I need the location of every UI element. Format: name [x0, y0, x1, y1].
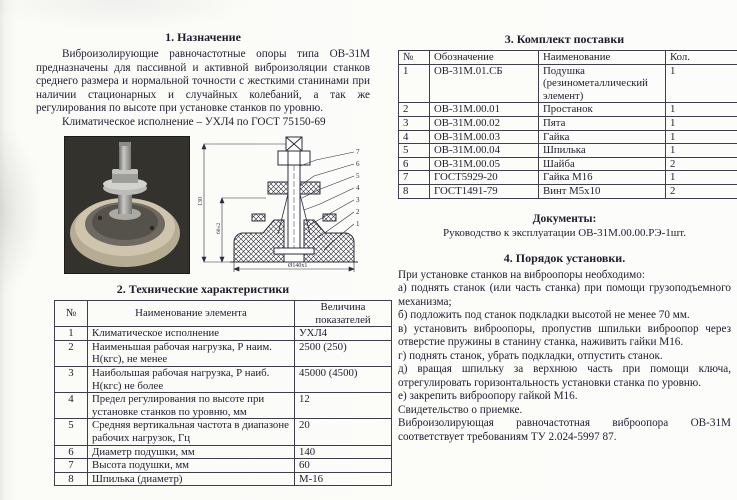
col-header-num: №: [399, 51, 430, 65]
table-row: 4 Предел регулирования по высоте при установке станков по уровню, мм 12: [55, 393, 392, 419]
documents-title: Документы:: [532, 212, 597, 225]
dimension-inner-label: 60±2: [216, 222, 222, 234]
section3-title: 3. Комплект поставки: [504, 32, 625, 46]
callout-label-5: 5: [356, 172, 360, 180]
instruction-item-d: д) вращая шпильку за верхнюю часть при помощи ключа, отрегулировать горизонтальность установки станка по уровню.: [398, 363, 731, 389]
dimension-bottom-label: Ø140х1: [288, 263, 308, 269]
left-column: [36, 30, 370, 486]
table-row: 8 Шпилька (диаметр) М-16: [55, 472, 392, 486]
figure-row: [36, 134, 370, 278]
table-row: 7 ГОСТ5929-20 Гайка М16 1: [399, 171, 737, 185]
callout-label-7: 7: [356, 148, 360, 156]
delivery-set-table: [398, 50, 737, 199]
documents-line: Руководство к эксплуатации ОВ-31М.00.00.РЭ-1шт.: [443, 226, 686, 239]
table-row: 6 ОВ-31М.00.05 Шайба 2: [399, 157, 737, 171]
support-photo: [64, 136, 190, 274]
table-row: 8 ГОСТ1491-79 Винт М5х10 2: [399, 184, 737, 198]
col-header-num: №: [55, 301, 88, 327]
support-drawing-image: [196, 134, 370, 274]
table-row: 1 ОВ-31М.01.СБ Подушка (резинометаллический элемент) 1: [399, 64, 737, 103]
col-header-value: Величина показателей: [295, 301, 392, 327]
table-row: 3 Наибольшая рабочая нагрузка, Р наиб. Н(кгс) не более 45000 (4500): [55, 366, 392, 392]
table-row: 4 ОВ-31М.00.03 Гайка 1: [399, 130, 737, 144]
callout-label-1: 1: [356, 220, 360, 228]
documents-block: [398, 212, 731, 240]
section1-paragraph: Виброизолирующие равночастотные опоры типа ОВ-31М предназначены для пассивной и активной виброизоляции станков среднего размера и нормальной точности с жесткими станинами при наличии стационарных и случайных колебаний, а так же регулирования по высоте при установке станков по уровню.: [36, 48, 370, 114]
callout-label-2: 2: [356, 208, 360, 216]
table-row: 2 Наименьшая рабочая нагрузка, Р наим. Н(кгс), не менее 2500 (250): [55, 340, 392, 366]
section1-title: 1. Назначение: [165, 30, 241, 44]
table-row: 5 Средняя вертикальная частота в диапазоне рабочих нагрузок, Гц 20: [55, 419, 392, 445]
table-row: 1 Климатическое исполнение УХЛ4: [55, 327, 392, 341]
instruction-item-b: б) подложить под станок подкладки высотой не менее 70 мм.: [398, 309, 690, 322]
section1-climate-line: Климатическое исполнение – УХЛ4 по ГОСТ 75150-69: [62, 115, 326, 128]
installation-instructions: [398, 269, 731, 445]
callout-label-4: 4: [356, 184, 360, 192]
table-row: 6 Диаметр подушки, мм 140: [55, 445, 392, 459]
support-photo-image: [64, 136, 190, 274]
col-header-qty: Кол.: [666, 51, 737, 65]
col-header-designation: Обозначение: [430, 51, 539, 65]
instruction-intro: При установке станков на виброопоры необходимо:: [398, 268, 645, 281]
table-header-row: [399, 51, 737, 65]
instruction-item-e: е) закрепить виброопору гайкой М16.: [398, 390, 578, 403]
acceptance-heading: Свидетельство о приемке.: [398, 403, 523, 416]
table-row: 2 ОВ-31М.00.01 Простанок 1: [399, 103, 737, 117]
col-header-name: Наименование: [539, 51, 666, 65]
section4-title: 4. Порядок установки.: [503, 250, 626, 265]
col-header-name: Наименование элемента: [88, 301, 295, 327]
table-row: 7 Высота подушки, мм 60: [55, 459, 392, 473]
instruction-item-g: г) поднять станок, убрать подкладки, отпустить станок.: [398, 349, 663, 362]
tech-characteristics-table: [54, 300, 392, 486]
right-column: [398, 32, 731, 444]
instruction-item-v: в) установить виброопоры, пропустив шпильки виброопор через отверстие пружины в станину станка, наживить гайки М16.: [398, 322, 731, 349]
section2-title: 2. Технические характеристики: [116, 282, 290, 296]
table-row: 3 ОВ-31М.00.02 Пята 1: [399, 116, 737, 130]
callout-label-6: 6: [356, 160, 360, 168]
table-header-row: [55, 301, 392, 327]
acceptance-text: Виброизолирующая равночастотная виброопора ОВ-31М соответствует требованиям ТУ 2.024-5997 87.: [398, 417, 731, 443]
instruction-item-a: а) поднять станок (или часть станка) при помощи грузоподъемного механизма;: [398, 282, 731, 308]
callout-label-3: 3: [356, 196, 360, 204]
support-drawing: [196, 134, 370, 274]
dimension-outer-label: 130: [198, 197, 204, 206]
table-row: 5 ОВ-31М.00.04 Шпилька 1: [399, 144, 737, 158]
